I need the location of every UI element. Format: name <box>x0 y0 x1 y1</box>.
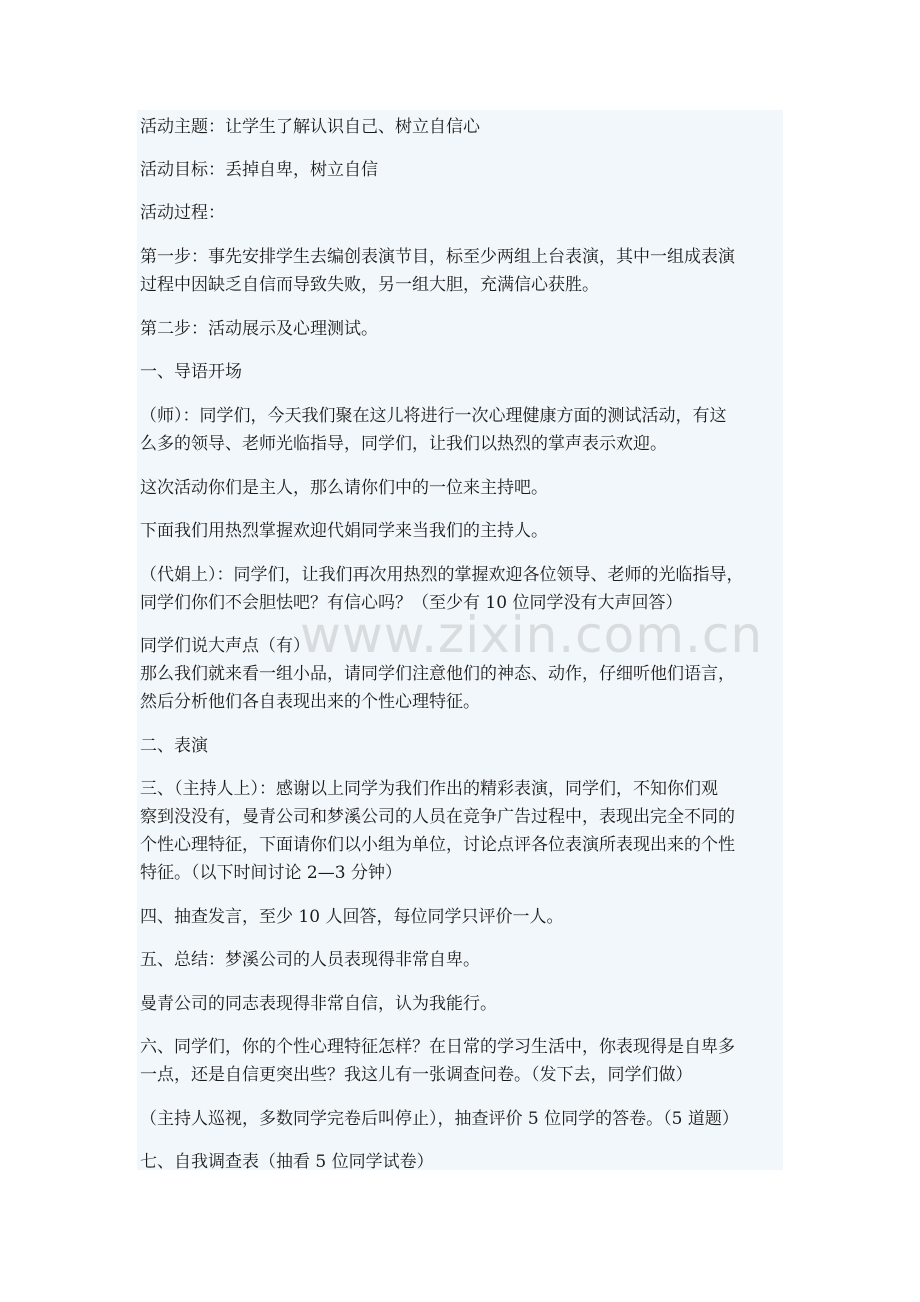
line-three-c: 个性心理特征，下面请你们以小组为单位，讨论点评各位表演所表现出来的个性 <box>140 835 735 855</box>
line-host-invite: 这次活动你们是主人，那么请你们中的一位来主持吧。 <box>140 478 548 498</box>
line-step2: 第二步：活动展示及心理测试。 <box>140 319 378 339</box>
heading-survey: 七、自我调查表（抽看 5 位同学试卷） <box>140 1152 434 1172</box>
line-six-a: 六、同学们，你的个性心理特征怎样？在日常的学习生活中，你表现得是自卑多 <box>140 1037 735 1057</box>
line-three-a: 三、（主持人上）：感谢以上同学为我们作出的精彩表演，同学们，不知你们观 <box>140 779 718 799</box>
line-five-b: 曼青公司的同志表现得非常自信，认为我能行。 <box>140 994 497 1014</box>
document-page <box>137 110 783 1170</box>
line-skit-b: 然后分析他们各自表现出来的个性心理特征。 <box>140 692 480 712</box>
line-step1-a: 第一步：事先安排学生去编创表演节目，标至少两组上台表演，其中一组成表演 <box>140 247 735 267</box>
line-louder: 同学们说大声点（有） <box>140 636 310 656</box>
line-host-a: （代娟上）：同学们，让我们再次用热烈的掌握欢迎各位领导、老师的光临指导， <box>140 565 744 585</box>
line-step1-b: 过程中因缺乏自信而导致失败，另一组大胆，充满信心获胜。 <box>140 275 599 295</box>
line-three-b: 察到没没有，曼青公司和梦溪公司的人员在竞争广告过程中，表现出完全不同的 <box>140 807 735 827</box>
line-host-b: 同学们你们不会胆怯吧？有信心吗？（至少有 10 位同学没有大声回答） <box>140 593 683 613</box>
line-inspection: （主持人巡视，多数同学完卷后叫停止），抽查评价 5 位同学的答卷。（5 道题） <box>140 1109 739 1129</box>
line-process: 活动过程： <box>140 203 225 223</box>
line-five-a: 五、总结：梦溪公司的人员表现得非常自卑。 <box>140 950 480 970</box>
line-six-b: 一点，还是自信更突出些？我这儿有一张调查问卷。（发下去，同学们做） <box>140 1065 693 1085</box>
line-four: 四、抽查发言，至少 10 人回答，每位同学只评价一人。 <box>140 907 564 927</box>
line-skit-a: 那么我们就来看一组小品，请同学们注意他们的神态、动作，仔细听他们语言， <box>140 664 735 684</box>
watermark: www.zixin.com.cn <box>300 606 764 664</box>
line-welcome-host: 下面我们用热烈掌握欢迎代娟同学来当我们的主持人。 <box>140 521 548 541</box>
line-topic: 活动主题：让学生了解认识自己、树立自信心 <box>140 117 480 137</box>
heading-opening: 一、导语开场 <box>140 362 242 382</box>
line-teacher-a: （师）：同学们，今天我们聚在这儿将进行一次心理健康方面的测试活动，有这 <box>140 406 727 426</box>
line-teacher-b: 么多的领导、老师光临指导，同学们，让我们以热烈的掌声表示欢迎。 <box>140 434 667 454</box>
line-goal: 活动目标：丢掉自卑，树立自信 <box>140 160 378 180</box>
heading-performance: 二、表演 <box>140 736 208 756</box>
line-three-d: 特征。（以下时间讨论 2—3 分钟） <box>140 863 402 883</box>
